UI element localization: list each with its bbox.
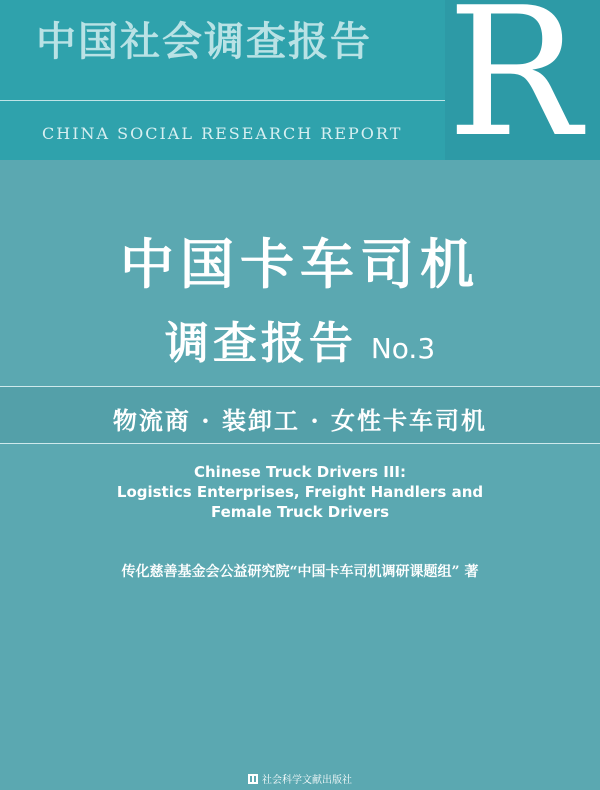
publisher-block — [0, 771, 600, 786]
author-line: 传化慈善基金会公益研究院“中国卡车司机调研课题组” 著 — [121, 564, 479, 580]
subtitle-band — [0, 386, 600, 444]
book-title-line2: 调查报告 — [164, 318, 357, 369]
series-logo-letter: R — [447, 0, 582, 176]
series-title-en: CHINA SOCIAL RESEARCH REPORT — [42, 124, 403, 143]
publisher-name: 社会科学文献出版社 — [262, 775, 352, 786]
edition-number: No.3 — [370, 332, 436, 365]
series-title-cn: 中国社会调查报告 — [36, 18, 372, 65]
series-header — [0, 0, 600, 176]
book-title-line2-row — [0, 307, 600, 371]
header-divider — [0, 100, 445, 101]
book-title-line1: 中国卡车司机 — [120, 233, 480, 296]
english-title — [0, 462, 600, 522]
english-title-line: Chinese Truck Drivers III: — [194, 463, 406, 481]
publisher-logo-icon — [248, 774, 258, 784]
english-title-line: Logistics Enterprises, Freight Handlers and — [116, 483, 484, 501]
book-subtitle: 物流商 · 装卸工 · 女性卡车司机 — [112, 406, 488, 435]
english-title-line: Female Truck Drivers — [210, 503, 390, 521]
